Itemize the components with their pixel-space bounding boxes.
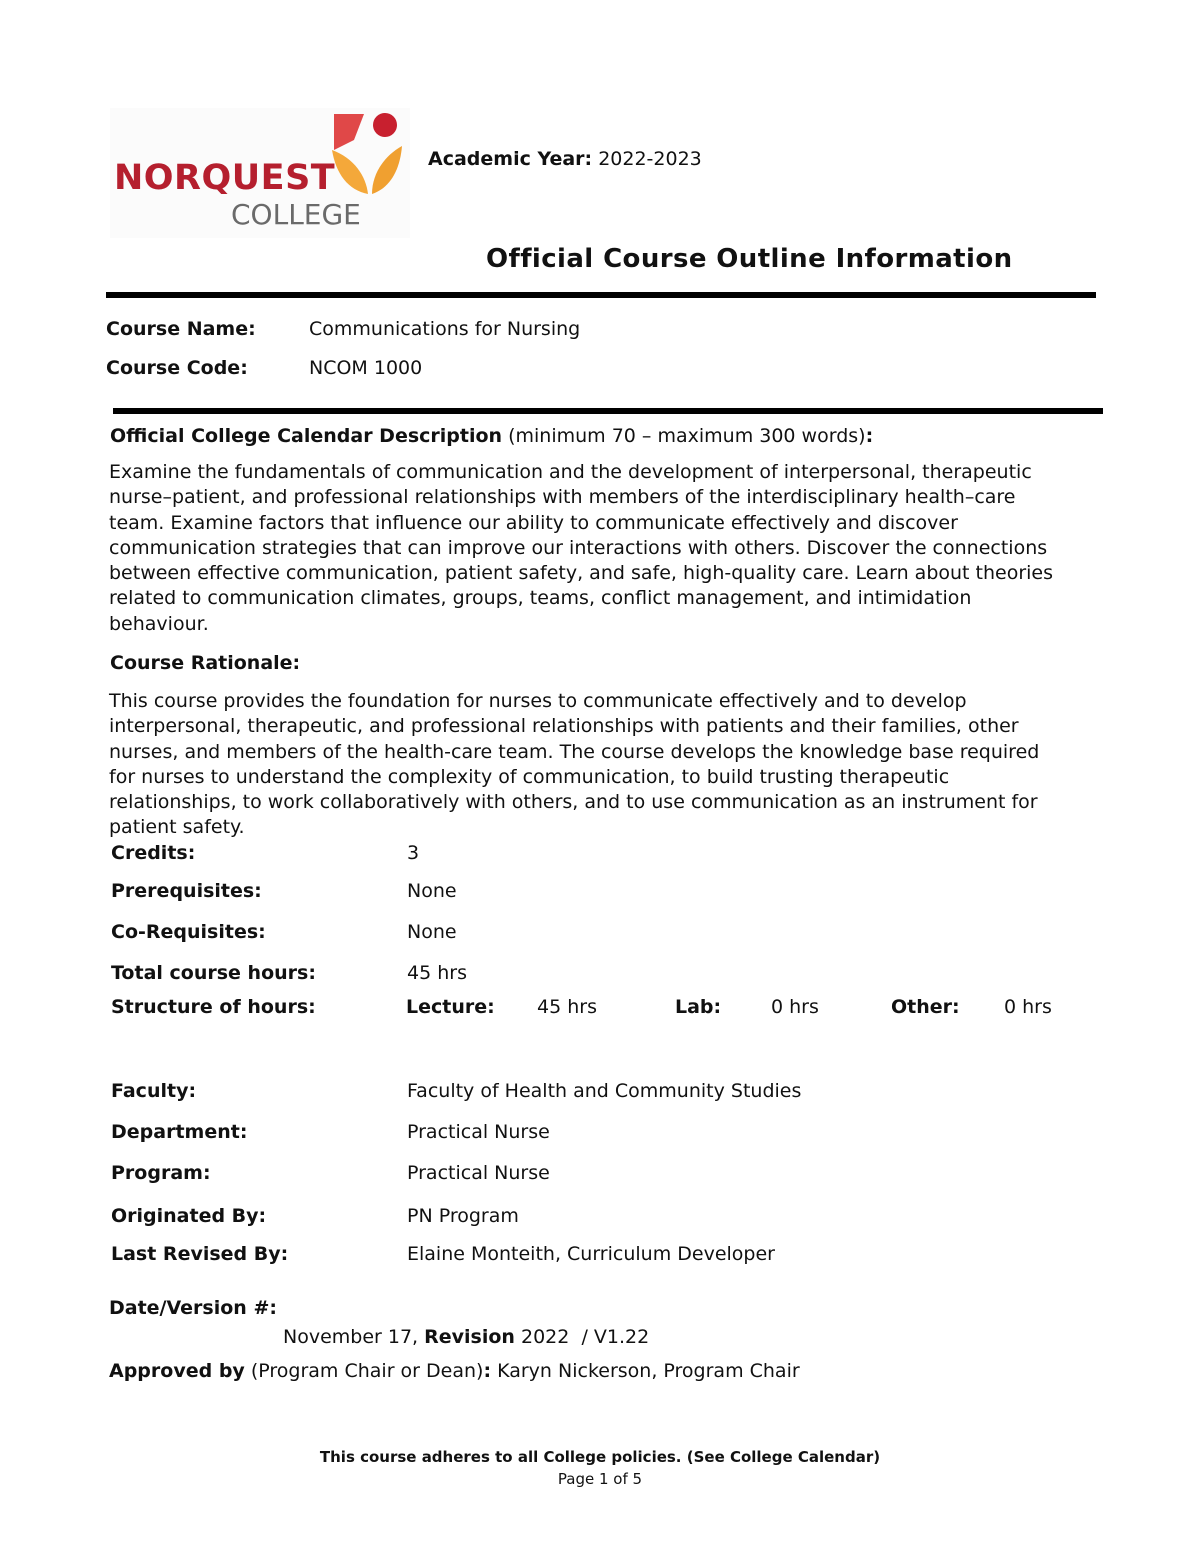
corequisites-value: None [407,921,457,943]
approved-colon: : [483,1360,492,1382]
revision-word: Revision [424,1326,515,1348]
rationale-text [109,689,1099,841]
rationale-line: for nurses to understand the complexity of communication, to build trusting therapeutic [109,765,950,788]
originated-value: PN Program [407,1205,519,1227]
divider [113,408,1103,414]
approved-value: Karyn Nickerson, Program Chair [491,1360,800,1382]
total-hours-label: Total course hours: [111,962,316,984]
rationale-line: This course provides the foundation for nurses to communicate effectively and to develop [109,690,967,712]
rationale-heading: Course Rationale: [110,652,301,674]
approved-label: Approved by [109,1360,245,1382]
date-version-value [283,1326,649,1348]
lab-value: 0 hrs [771,996,819,1018]
rationale-line: interpersonal, therapeutic, and professional relationships with patients and their families, other [109,715,1019,738]
description-line: Examine the fundamentals of communication and the development of interpersonal, therapeutic [109,461,1032,483]
revised-value: Elaine Monteith, Curriculum Developer [407,1243,775,1265]
originated-label: Originated By: [111,1205,267,1227]
description-line: between effective communication, patient safety, and safe, high-quality care. Learn about theories [109,562,1054,585]
date-text: November 17, [283,1326,425,1348]
other-value: 0 hrs [1004,996,1052,1018]
credits-value: 3 [407,842,420,864]
course-name-label: Course Name: [106,318,256,340]
description-heading-note: (minimum 70 – maximum 300 words) [502,425,866,447]
academic-year-value: 2022-2023 [598,148,702,170]
version-text: 2022 / V1.22 [514,1326,650,1348]
date-version-label: Date/Version #: [109,1297,277,1319]
logo-subtitle: COLLEGE [231,198,361,231]
course-code-label: Course Code: [106,357,248,379]
description-line: behaviour. [109,612,209,635]
page-title: Official Course Outline Information [486,244,1013,274]
approved-by [109,1360,800,1382]
page-number: Page 1 of 5 [557,1470,643,1488]
credits-label: Credits: [111,842,196,864]
academic-year-label: Academic Year: [428,148,593,170]
description-line: communication strategies that can improve our interactions with others. Discover the connections [109,536,1048,559]
description-heading-label: Official College Calendar Description [110,425,503,447]
revised-label: Last Revised By: [111,1243,289,1265]
lab-label: Lab: [675,996,722,1018]
description-text [109,460,1099,637]
structure-label: Structure of hours: [111,996,316,1018]
department-label: Department: [111,1121,248,1143]
course-code-value: NCOM 1000 [309,357,423,379]
faculty-label: Faculty: [111,1080,197,1102]
total-hours-value: 45 hrs [407,962,467,984]
other-label: Other: [891,996,960,1018]
description-line: team. Examine factors that influence our ability to communicate effectively and discover [109,511,958,534]
description-heading [110,425,873,447]
program-value: Practical Nurse [407,1162,550,1184]
prerequisites-value: None [407,880,457,902]
academic-year [428,148,702,170]
program-label: Program: [111,1162,211,1184]
lecture-label: Lecture: [406,996,495,1018]
approved-note: (Program Chair or Dean) [244,1360,484,1382]
faculty-value: Faculty of Health and Community Studies [407,1080,802,1102]
divider [106,292,1096,298]
description-line: nurse–patient, and professional relationships with members of the interdisciplinary health–care [109,486,1016,509]
lecture-value: 45 hrs [537,996,597,1018]
policy-footer: This course adheres to all College policies. (See College Calendar) [319,1448,881,1466]
rationale-line: relationships, to work collaboratively with others, and to use communication as an instrument for [109,791,1038,814]
rationale-line: patient safety. [109,816,245,839]
department-value: Practical Nurse [407,1121,550,1143]
course-name-value: Communications for Nursing [309,318,581,340]
description-heading-colon: : [865,425,874,447]
logo-wordmark: NORQUEST [114,158,336,198]
rationale-line: nurses, and members of the health-care team. The course develops the knowledge base required [109,740,1040,763]
prerequisites-label: Prerequisites: [111,880,262,902]
description-line: related to communication climates, groups, teams, conflict management, and intimidation [109,587,972,610]
corequisites-label: Co-Requisites: [111,921,266,943]
